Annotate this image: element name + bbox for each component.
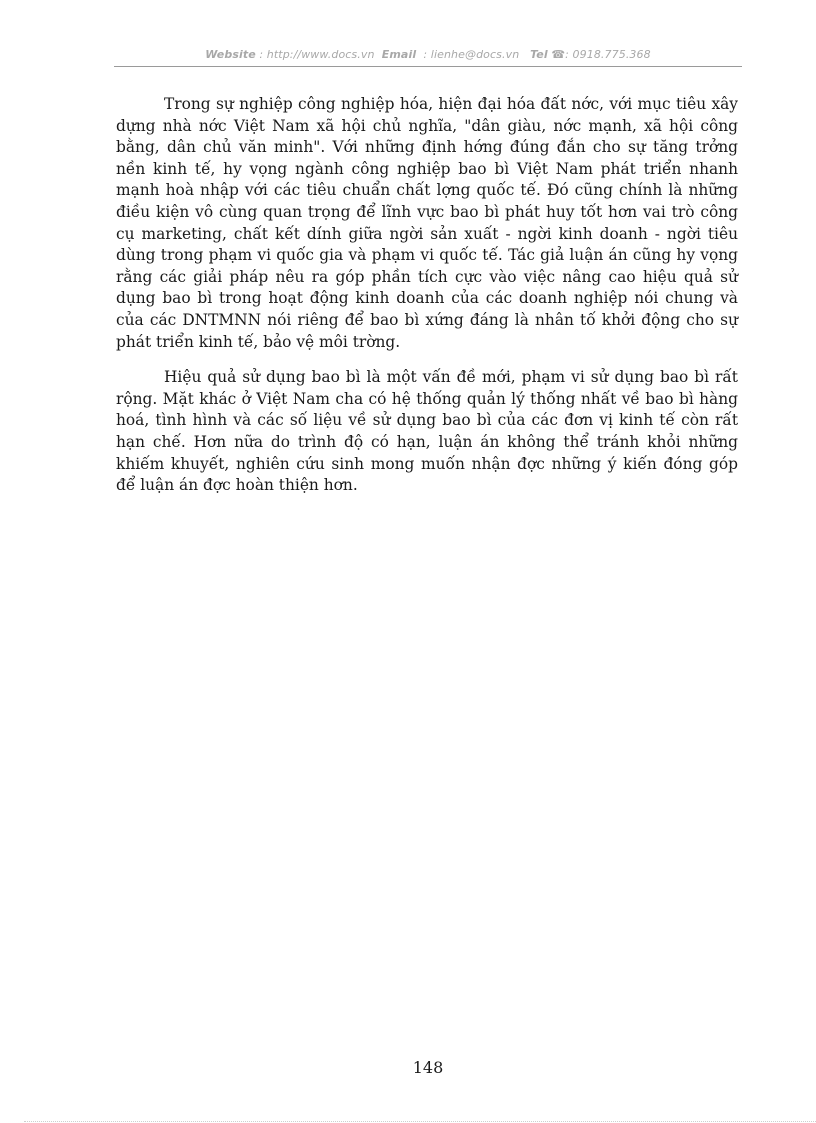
website-value: : http://www.docs.vn [259, 48, 375, 61]
website-label: Website [205, 48, 256, 61]
tel-label: Tel [530, 48, 548, 61]
paragraph: Trong sự nghiệp công nghiệp hóa, hiện đại hóa đất nớc, với mục tiêu xây dựng nhà nớc Việt Nam xã hội chủ nghĩa, "dân giàu, nớc mạnh, xã hội công bằng, dân chủ văn minh". Với những định hớng đúng đắn cho sự tăng trởng nền kinh tế, hy vọng ngành công nghiệp bao bì Việt Nam phát triển nhanh mạnh hoà nhập với các tiêu chuẩn chất lợng quốc tế. Đó cũng chính là những điều kiện vô cùng quan trọng để lĩnh vực bao bì phát huy tốt hơn vai trò công cụ marketing, chất kết dính giữa ngời sản xuất - ngời kinh doanh - ngời tiêu dùng trong phạm vi quốc gia và phạm vi quốc tế. Tác giả luận án cũng hy vọng rằng các giải pháp nêu ra góp phần tích cực vào việc nâng cao hiệu quả sử dụng bao bì trong hoạt động kinh doanh của các doanh nghiệp nói chung và của các DNTMNN nói riêng để bao bì xứng đáng là nhân tố khởi động cho sự phát triển kinh tế, bảo vệ môi trờng. [116, 95, 738, 351]
header-divider [114, 66, 742, 67]
email-label: Email [381, 48, 417, 61]
tel-value: : 0918.775.368 [565, 48, 651, 61]
page-header [114, 48, 742, 61]
phone-icon: ☎ [551, 48, 566, 61]
email-value: : lienhe@docs.vn [423, 48, 520, 61]
body-text [116, 94, 738, 511]
page-bottom-border [24, 1121, 816, 1122]
page-number: 148 [412, 1058, 444, 1077]
paragraph: Hiệu quả sử dụng bao bì là một vấn đề mới, phạm vi sử dụng bao bì rất rộng. Mặt khác ở Việt Nam cha có hệ thống quản lý thống nhất về bao bì hàng hoá, tình hình và các số liệu về sử dụng bao bì của các đơn vị kinh tế còn rất hạn chế. Hơn nữa do trình độ có hạn, luận án không thể tránh khỏi những khiếm khuyết, nghiên cứu sinh mong muốn nhận đợc những ý kiến đóng góp để luận án đợc hoàn thiện hơn. [116, 368, 738, 495]
